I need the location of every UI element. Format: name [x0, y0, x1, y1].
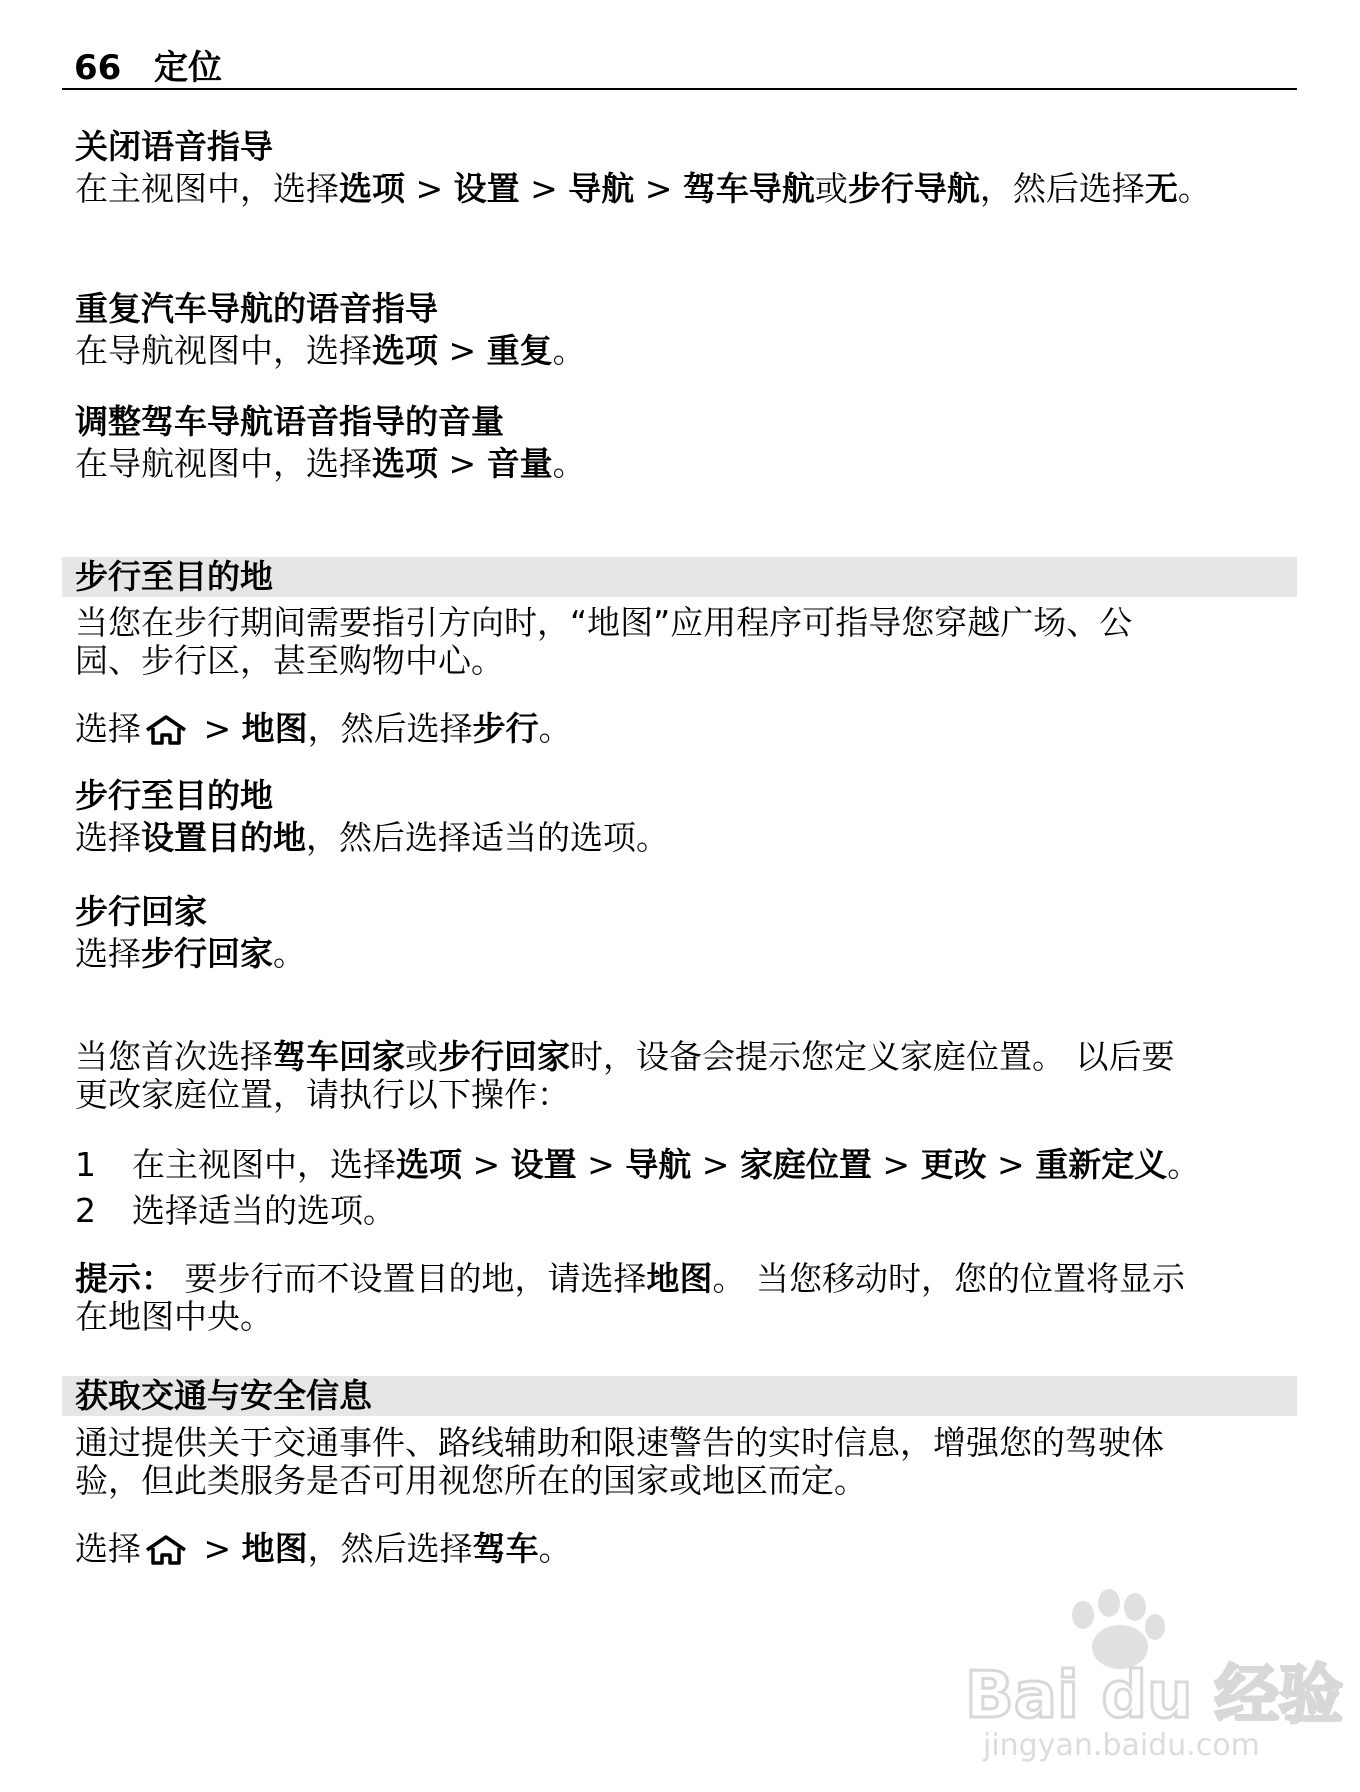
section-text: 在主视图中，选择选项 > 设置 > 导航 > 驾车导航或步行导航，然后选择无。	[75, 169, 1211, 208]
svg-text:jingyan.baidu.com: jingyan.baidu.com	[983, 1728, 1260, 1763]
section-text: 在导航视图中，选择选项 > 音量。	[75, 444, 586, 483]
home-icon	[143, 714, 189, 746]
section-repeat-voice	[75, 290, 1285, 370]
section-bar-walk: 步行至目的地	[62, 557, 1297, 597]
traffic-intro: 通过提供关于交通事件、路线辅助和限速警告的实时信息，增强您的驾驶体 验，但此类服务是否可用视您所在的国家或地区而定。	[75, 1423, 1164, 1500]
paw-logo-icon	[965, 1585, 1343, 1765]
list-item: 1 在主视图中，选择选项 > 设置 > 导航 > 家庭位置 > 更改 > 重新定义。	[75, 1145, 1201, 1184]
home-icon	[143, 1534, 189, 1566]
tip: 提示： 要步行而不设置目的地，请选择地图。 当您移动时，您的位置将显示 在地图中央。	[75, 1259, 1185, 1336]
section-text: 选择步行回家。	[75, 934, 306, 973]
section-title: 重复汽车导航的语音指导	[75, 289, 438, 328]
section-text: 选择设置目的地，然后选择适当的选项。	[75, 818, 669, 857]
chapter-title: 定位	[154, 48, 222, 88]
tip-label: 提示：	[75, 1259, 174, 1298]
section-title: 调整驾车导航语音指导的音量	[75, 402, 504, 441]
walk-select-line: 选择 > 地图，然后选择步行。	[75, 709, 572, 748]
svg-text:Bai du 经验: Bai du 经验	[965, 1659, 1343, 1733]
baidu-watermark	[965, 1585, 1343, 1765]
section-volume	[75, 403, 1285, 483]
section-text: 在导航视图中，选择选项 > 重复。	[75, 331, 586, 370]
steps-list	[75, 1146, 1285, 1230]
section-title: 步行至目的地	[75, 776, 273, 815]
section-title: 步行回家	[75, 892, 207, 931]
home-location-note: 当您首次选择驾车回家或步行回家时，设备会提示您定义家庭位置。 以后要 更改家庭位置，请执行以下操作：	[75, 1037, 1175, 1114]
page-number: 66	[74, 48, 122, 88]
section-voice-off	[75, 128, 1285, 208]
page-header	[62, 46, 1297, 90]
section-bar-traffic: 获取交通与安全信息	[62, 1376, 1297, 1416]
list-item: 2 选择适当的选项。	[75, 1191, 396, 1230]
section-walk-destination	[75, 777, 1285, 857]
walk-intro: 当您在步行期间需要指引方向时，“地图”应用程序可指导您穿越广场、公 园、步行区，甚至购物中心。	[75, 603, 1133, 680]
section-title: 关闭语音指导	[75, 127, 273, 166]
section-walk-home	[75, 893, 1285, 973]
traffic-select-line: 选择 > 地图，然后选择驾车。	[75, 1529, 572, 1568]
